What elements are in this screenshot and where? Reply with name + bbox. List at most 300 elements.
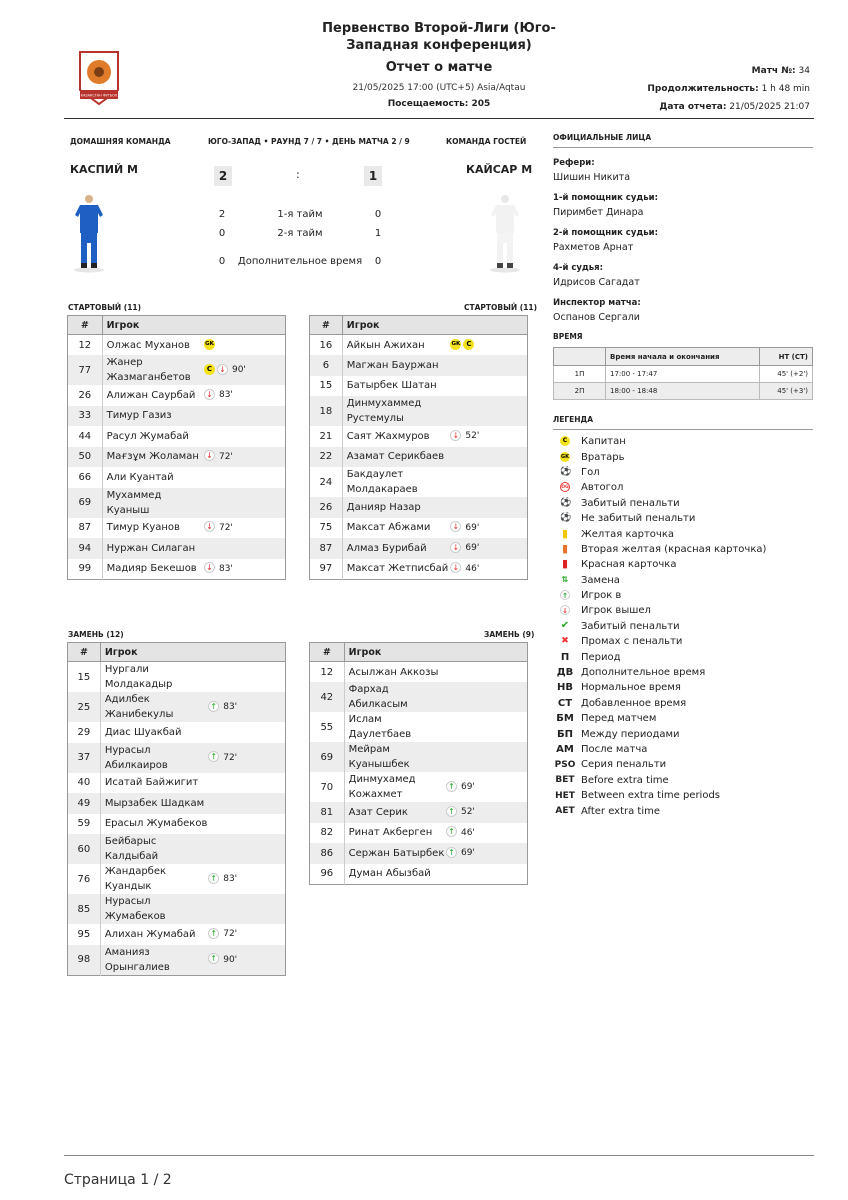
player-in-icon: ↑: [560, 590, 570, 600]
player-name: Саят Жахмуров: [346, 430, 430, 442]
player-in-icon: ↑: [208, 928, 219, 939]
legend-text: Между периодами: [581, 728, 680, 740]
player-name: Расул Жумабай: [106, 430, 189, 442]
player-name: Асылжан Аккозы: [348, 666, 439, 678]
player-events: [204, 488, 286, 518]
player-name: Магжан Бауржан: [342, 355, 450, 376]
home-team-label: ДОМАШНЯЯ КОМАНДА: [70, 137, 171, 146]
legend-text: After extra time: [581, 805, 661, 817]
penalty-scored-icon: ⚽: [560, 497, 572, 508]
player-events: [450, 538, 527, 559]
captain-icon: C: [463, 339, 474, 350]
player-row: [310, 772, 528, 802]
player-name: Алижан Саурбай: [106, 389, 196, 401]
legend-item: [553, 757, 813, 772]
away-kit-icon: [488, 193, 522, 273]
player-number: 85: [68, 894, 101, 924]
player-row: [310, 843, 528, 864]
legend-text: Промах с пенальти: [581, 636, 683, 648]
player-name: Тимур Газиз: [102, 406, 204, 427]
legend-section: [553, 415, 813, 819]
player-number: 95: [68, 924, 101, 945]
legend-title: ЛЕГЕНДА: [553, 415, 594, 424]
player-row: [68, 945, 286, 976]
player-number: 96: [310, 864, 345, 885]
player-events: [450, 396, 527, 426]
legend-item: [553, 526, 813, 541]
player-row: [68, 692, 286, 722]
legend-text: Вторая желтая (красная карточка): [581, 543, 767, 555]
player-row: [310, 742, 528, 772]
player-number: 60: [68, 834, 101, 864]
time-table: Время начала и окончания HT (СТ) 1П 17:00 - 17:47 45' (+2') 2П 18:00 - 18:48 45' (+3'): [553, 347, 813, 400]
player-number: 49: [68, 793, 101, 814]
player-name: Айкын Ажихан: [346, 339, 425, 351]
legend-abbreviation: БП: [557, 728, 573, 740]
player-row: [68, 355, 286, 385]
player-row: [68, 426, 286, 447]
legend-item: [553, 434, 813, 449]
player-number: 55: [310, 712, 345, 742]
player-out-icon: ↓: [204, 562, 215, 573]
player-events: [204, 355, 286, 385]
legend-text: Дополнительное время: [581, 667, 706, 679]
player-events: [204, 335, 286, 356]
player-name: Мағзұм Жоламан: [102, 447, 204, 468]
player-out-icon: ↓: [204, 389, 215, 400]
player-name: Бакдаулет Молдакараев: [346, 469, 418, 495]
player-name: Ислам Даулетбаев: [348, 714, 412, 740]
player-row: [68, 335, 286, 356]
legend-item: [553, 573, 813, 588]
home-starting-table: # Игрок 12 Олжас Муханов GK 77 Жанер Жазмаганбетов C ↓ 90' 26 Алижан Саурбай ↓ 83' 33 Тимур Газиз 44 Расул Жумабай 50 Мағзұм Жоламан ↓ 72' 66 Али Куантай 69 Мухаммед Куаныш 87 Тимур Куанов ↓ 72' 94 Нуржан Силаган 99 Мадияр Бекешов ↓ 83': [67, 315, 286, 580]
sub-minute: 83': [218, 390, 233, 401]
player-events: [446, 712, 528, 742]
player-number: 24: [310, 467, 343, 497]
legend-item: [553, 726, 813, 741]
player-name: Сержан Батырбек: [344, 843, 446, 864]
player-row: [310, 335, 528, 356]
sub-minute: 46': [460, 827, 475, 838]
player-row: [68, 488, 286, 518]
player-events: [450, 447, 527, 468]
player-row: [68, 743, 286, 773]
home-team-name: КАСПИЙ М: [70, 163, 138, 176]
legend-abbreviation: ДВ: [556, 667, 574, 679]
sub-minute: 52': [460, 807, 475, 818]
player-number: 21: [310, 426, 343, 447]
player-number: 29: [68, 722, 101, 743]
player-out-icon: ↓: [450, 542, 461, 553]
legend-text: Игрок вышел: [581, 605, 651, 617]
player-events: [208, 864, 285, 894]
player-name: Динмухамед Кожахмет: [348, 774, 416, 800]
player-out-icon: ↓: [450, 430, 461, 441]
round-info: ЮГО-ЗАПАД • РАУНД 7 / 7 • ДЕНЬ МАТЧА 2 / 9: [208, 137, 410, 146]
player-name: Азат Серик: [344, 802, 446, 823]
legend-item: [553, 542, 813, 557]
player-number: 82: [310, 823, 345, 844]
player-events: [204, 406, 286, 427]
sub-minute: 83': [223, 874, 238, 884]
away-starting-label: СТАРТОВЫЙ (11): [464, 303, 538, 312]
legend-text: Замена: [581, 574, 620, 586]
player-events: [208, 662, 285, 693]
player-out-icon: ↓: [560, 605, 570, 615]
player-number: 86: [310, 843, 345, 864]
player-row: [310, 497, 528, 518]
legend-text: Гол: [581, 466, 600, 478]
player-events: [208, 814, 285, 835]
match-number: 34: [798, 66, 810, 76]
player-name: Азамат Серикбаев: [342, 447, 450, 468]
home-score: 2: [214, 166, 232, 186]
player-row: [68, 924, 286, 945]
legend-text: Серия пенальти: [581, 759, 667, 771]
player-row: [68, 894, 286, 924]
player-events: [450, 426, 527, 447]
player-number: 50: [68, 447, 103, 468]
player-name: Ерасыл Жумабеков: [104, 818, 208, 830]
player-number: 37: [68, 743, 101, 773]
sub-minute: 52': [465, 431, 480, 442]
player-events: [208, 793, 285, 814]
period-row: 0 2-я тайм 1: [218, 228, 382, 239]
player-row: [310, 662, 528, 683]
player-row: [68, 814, 286, 835]
penalty-missed-icon: ⚽: [560, 513, 572, 524]
player-events: [208, 722, 285, 743]
official-name: Рахметов Арнат: [553, 242, 634, 253]
player-number: 69: [68, 488, 103, 518]
player-name: Данияр Назар: [342, 497, 450, 518]
period-row: 2 1-я тайм 0: [218, 209, 382, 220]
legend-item: [553, 803, 813, 818]
player-name: Нурасыл Абилкаиров: [100, 743, 208, 773]
official-role: Инспектор матча:: [553, 298, 641, 308]
player-number: 69: [310, 742, 345, 772]
player-out-icon: ↓: [217, 364, 228, 375]
player-number: 97: [310, 559, 343, 580]
player-row: [68, 834, 286, 864]
player-in-icon: ↑: [446, 781, 457, 792]
player-number: 22: [310, 447, 343, 468]
time-row: 1П 17:00 - 17:47 45' (+2'): [554, 366, 813, 383]
score-separator: :: [296, 168, 300, 181]
time-row: 2П 18:00 - 18:48 45' (+3'): [554, 383, 813, 400]
legend-item: [553, 511, 813, 526]
header-divider: [64, 118, 814, 119]
away-subs-label: ЗАМЕНЬ (9): [484, 630, 535, 639]
match-duration: 1 h 48 min: [761, 84, 810, 94]
player-events: [204, 538, 286, 559]
legend-item: [553, 588, 813, 603]
player-name: Динмухаммед Рустемулы: [342, 396, 450, 426]
footer-divider: [64, 1155, 814, 1156]
home-kit-icon: [72, 193, 106, 273]
official-name: Идрисов Сагадат: [553, 277, 640, 288]
player-name: Али Куантай: [106, 471, 174, 483]
player-name: Мадияр Бекешов: [106, 563, 197, 574]
player-number: 12: [310, 662, 345, 683]
away-team-name: КАЙСАР М: [466, 163, 533, 176]
player-number: 26: [68, 385, 103, 406]
player-name: Алихан Жумабай: [104, 928, 196, 940]
player-number: 25: [68, 692, 101, 722]
legend-abbreviation: БМ: [556, 713, 574, 725]
player-number: 76: [68, 864, 101, 894]
legend-item: [553, 465, 813, 480]
player-row: [310, 538, 528, 559]
player-row: [68, 773, 286, 794]
legend-text: Период: [581, 651, 621, 663]
player-name: Мейрам Куанышбек: [344, 742, 446, 772]
player-name: Жанер Жазмаганбетов: [102, 355, 204, 385]
player-in-icon: ↑: [208, 953, 219, 964]
player-row: [68, 864, 286, 894]
home-starting-label: СТАРТОВЫЙ (11): [68, 303, 142, 312]
player-row: [310, 682, 528, 712]
player-events: [450, 376, 527, 397]
player-number: 16: [310, 335, 343, 356]
legend-text: Between extra time periods: [581, 790, 721, 802]
player-row: [68, 559, 286, 580]
home-subs-label: ЗАМЕНЬ (12): [68, 630, 124, 639]
legend-item: [553, 557, 813, 572]
legend-text: Нормальное время: [581, 682, 681, 694]
time-title: ВРЕМЯ: [553, 332, 583, 341]
home-subs-table: # Игрок 15 Нургали Молдакадыр 25 Адилбек Жанибекулы ↑ 83' 29 Диас Шуакбай 37 Нурасыл Абилкаиров ↑ 72' 40 Исатай Байжигит 49 Мырзабек Шадкам 59 Ерасыл Жумабеков 60 Бейбарыс Калдыбай 76 Жандарбек Куандык ↑ 83' 85 Нурасыл Жумабеков 95 Алихан Жумабай ↑ 72' 98 Аманияз Орынгалиев ↑ 90': [67, 642, 286, 976]
check-icon: ✔: [560, 619, 570, 631]
player-number: 42: [310, 682, 345, 712]
player-in-icon: ↑: [446, 806, 457, 817]
player-number: 18: [310, 396, 343, 426]
sub-minute: 72': [223, 929, 238, 940]
player-row: [310, 823, 528, 844]
goalkeeper-icon: GK: [450, 339, 461, 350]
legend-abbreviation: AET: [555, 806, 575, 817]
sub-minute: 72': [218, 522, 233, 533]
player-events: [446, 772, 528, 802]
sub-minute: 69': [460, 782, 475, 792]
legend-item: [553, 496, 813, 511]
player-events: [204, 467, 286, 488]
legend-item: [553, 665, 813, 680]
legend-item: [553, 449, 813, 464]
player-events: [450, 355, 527, 376]
player-events: [208, 945, 285, 976]
legend-item: [553, 480, 813, 495]
player-number: 6: [310, 355, 343, 376]
player-events: [446, 682, 528, 712]
player-in-icon: ↑: [208, 701, 219, 712]
player-events: [446, 662, 528, 683]
player-number: 66: [68, 467, 103, 488]
own-goal-icon: OG: [560, 482, 570, 492]
player-events: [450, 497, 527, 518]
player-row: [310, 376, 528, 397]
period-scores: [210, 205, 390, 279]
player-row: [68, 793, 286, 814]
official-name: Оспанов Сергали: [553, 312, 640, 323]
legend-text: Перед матчем: [581, 713, 657, 725]
legend-item: [553, 680, 813, 695]
legend-text: Желтая карточка: [581, 528, 674, 540]
player-events: [450, 467, 527, 497]
legend-item: [553, 788, 813, 803]
player-events: [204, 385, 286, 406]
player-row: [310, 864, 528, 885]
federation-logo: [74, 50, 124, 106]
sub-minute: 90': [231, 365, 246, 375]
player-name: Нуржан Силаган: [102, 538, 204, 559]
player-name: Мухаммед Куаныш: [102, 488, 204, 518]
player-events: [446, 742, 528, 772]
official-name: Пиримбет Динара: [553, 207, 644, 218]
player-row: [310, 426, 528, 447]
away-score: 1: [364, 166, 382, 186]
away-starting-table: # Игрок 16 Айкын Ажихан GK C 6 Магжан Бауржан 15 Батырбек Шатан 18 Динмухаммед Рустемулы 21 Саят Жахмуров ↓ 52' 22 Азамат Серикбаев 24 Бакдаулет Молдакараев 26 Данияр Назар 75 Максат Абжами ↓ 69' 87 Алмаз Бурибай ↓ 69' 97 Максат Жетписбай ↓ 46': [309, 315, 528, 580]
legend-abbreviation: BET: [555, 775, 575, 786]
player-number: 81: [310, 802, 345, 823]
substitution-icon: ⇅: [561, 574, 569, 584]
player-number: 26: [310, 497, 343, 518]
legend-abbreviation: НВ: [557, 682, 573, 694]
player-out-icon: ↓: [450, 521, 461, 532]
player-events: [208, 692, 285, 722]
player-number: 12: [68, 335, 103, 356]
player-number: 59: [68, 814, 101, 835]
player-number: 75: [310, 518, 343, 539]
time-section: [553, 332, 813, 400]
legend-text: Автогол: [581, 482, 624, 494]
sub-minute: 83': [223, 702, 238, 712]
player-row: [68, 385, 286, 406]
sub-minute: 69': [460, 848, 475, 859]
officials-title: ОФИЦИАЛЬНЫЕ ЛИЦА: [553, 133, 652, 142]
player-row: [68, 722, 286, 743]
sub-minute: 46': [465, 563, 480, 574]
player-events: [446, 864, 528, 885]
player-out-icon: ↓: [204, 450, 215, 461]
sub-minute: 83': [218, 563, 233, 574]
sub-minute: 72': [223, 752, 238, 763]
second-yellow-icon: ▮: [561, 541, 569, 555]
player-name: Диас Шуакбай: [104, 726, 182, 738]
yellow-card-icon: ▮: [561, 526, 569, 540]
player-events: [446, 802, 528, 823]
goalkeeper-icon: GK: [561, 453, 569, 460]
legend-text: Капитан: [581, 436, 626, 448]
officials-section: [553, 133, 813, 323]
player-number: 40: [68, 773, 101, 794]
player-events: [446, 823, 528, 844]
player-name: Тимур Куанов: [106, 522, 180, 534]
legend-text: Забитый пенальти: [581, 497, 680, 509]
player-events: [208, 924, 285, 945]
legend-abbreviation: PSO: [554, 759, 576, 770]
player-events: [204, 426, 286, 447]
player-events: [204, 447, 286, 468]
player-name: Нургали Молдакадыр: [104, 664, 173, 690]
player-number: 77: [68, 355, 103, 385]
period-row: 0 Дополнительное время 0: [218, 255, 382, 267]
legend-text: Игрок в: [581, 590, 622, 602]
match-meta: Матч №: 34 Продолжительность: 1 h 48 min Дата отчета: 21/05/2025 21:07: [647, 66, 810, 112]
player-number: 94: [68, 538, 103, 559]
report-title: Первенство Второй-Лиги (Юго-Западная конференция): [322, 21, 556, 53]
legend-text: Добавленное время: [581, 697, 687, 709]
player-in-icon: ↑: [446, 826, 457, 837]
red-card-icon: ▮: [561, 557, 569, 571]
sub-minute: 90': [223, 954, 238, 965]
goalkeeper-icon: GK: [204, 339, 215, 350]
player-events: [446, 843, 528, 864]
player-name: Олжас Муханов: [106, 339, 190, 351]
legend-abbreviation: СТ: [557, 697, 573, 709]
player-row: [310, 467, 528, 497]
attendance: Посещаемость: 205: [387, 99, 491, 109]
player-number: 15: [68, 662, 101, 693]
player-out-icon: ↓: [204, 521, 215, 532]
official-role: Рефери:: [553, 158, 595, 168]
sub-minute: 69': [465, 543, 480, 554]
legend-text: Забитый пенальти: [581, 620, 680, 632]
player-events: [208, 743, 285, 773]
player-events: [208, 773, 285, 794]
player-row: [68, 406, 286, 427]
player-events: [450, 335, 527, 356]
player-row: [310, 802, 528, 823]
legend-abbreviation: HET: [555, 790, 575, 801]
player-row: [310, 559, 528, 580]
player-number: 99: [68, 559, 103, 580]
player-out-icon: ↓: [450, 562, 461, 573]
player-row: [310, 355, 528, 376]
goal-icon: ⚽: [560, 466, 572, 477]
player-number: 87: [310, 538, 343, 559]
player-number: 98: [68, 945, 101, 976]
official-role: 4-й судья:: [553, 263, 604, 273]
official-name: Шишин Никита: [553, 172, 631, 183]
player-name: Мырзабек Шадкам: [100, 793, 208, 814]
player-number: 70: [310, 772, 345, 802]
player-name: Адилбек Жанибекулы: [100, 692, 208, 722]
player-events: [208, 834, 285, 864]
legend-item: [553, 649, 813, 664]
player-name: Алмаз Бурибай: [342, 538, 450, 559]
player-events: [204, 559, 286, 580]
player-name: Думан Абызбай: [348, 868, 431, 879]
legend-text: Вратарь: [581, 451, 625, 463]
player-in-icon: ↑: [446, 847, 457, 858]
report-subtitle: Отчет о матче: [385, 60, 493, 75]
player-in-icon: ↑: [208, 751, 219, 762]
player-row: [68, 662, 286, 693]
legend-item: [553, 619, 813, 634]
player-row: [68, 518, 286, 539]
player-events: [208, 894, 285, 924]
player-in-icon: ↑: [208, 873, 219, 884]
player-row: [310, 518, 528, 539]
player-number: 15: [310, 376, 343, 397]
player-name: Максат Абжами: [346, 522, 431, 534]
captain-icon: C: [560, 436, 570, 446]
legend-item: [553, 711, 813, 726]
player-name: Ринат Акберген: [348, 827, 433, 839]
official-role: 1-й помощник судьи:: [553, 193, 658, 203]
player-name: Максат Жетписбай: [346, 563, 449, 574]
